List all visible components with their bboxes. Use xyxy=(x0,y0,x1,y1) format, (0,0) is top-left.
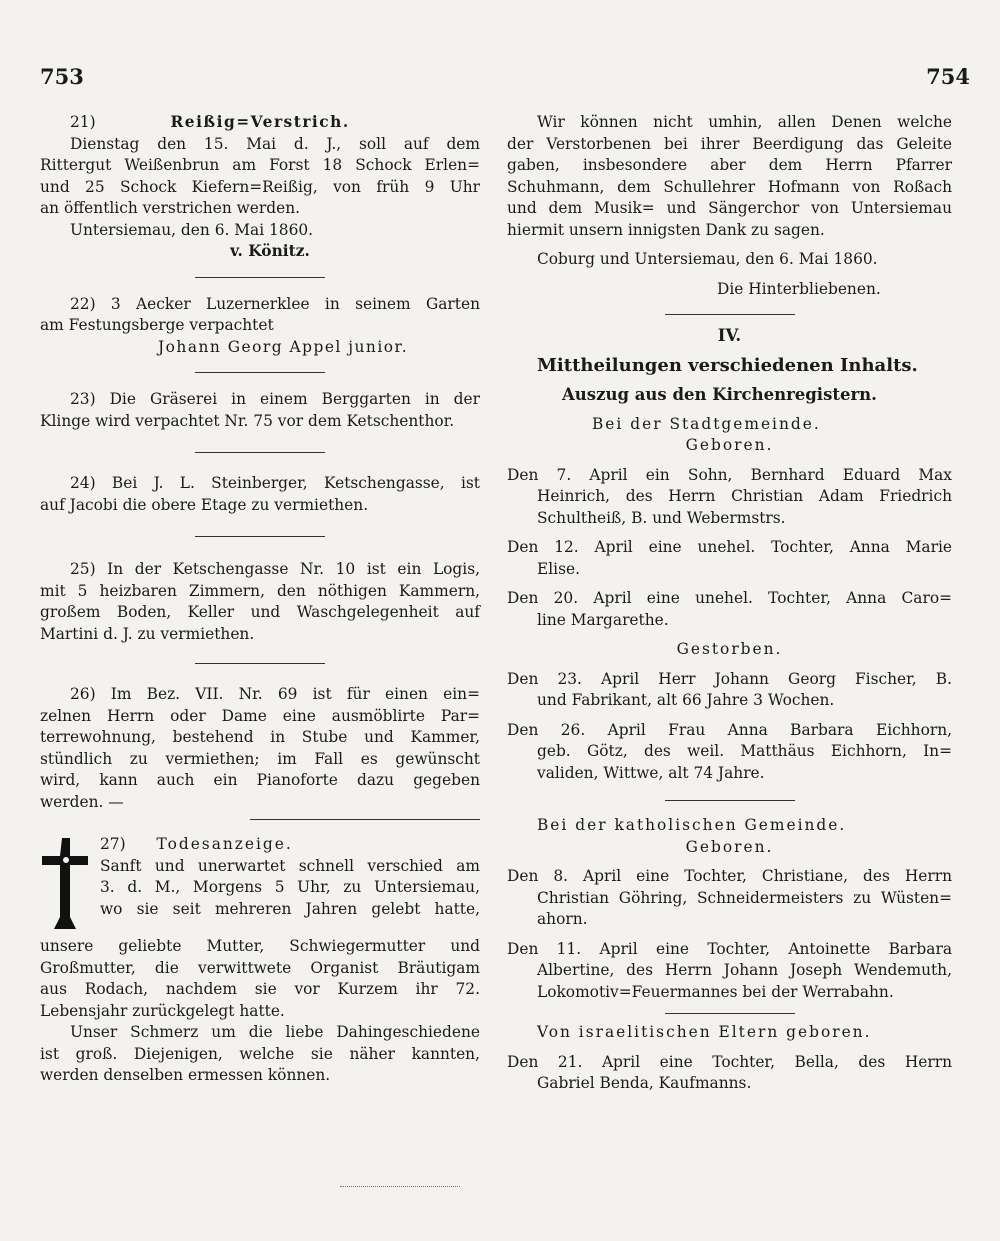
text-line: 25) In der Ketschengasse Nr. 10 ist ein Logis, xyxy=(70,560,480,578)
text-line: Unser Schmerz um die liebe Dahingeschiedene xyxy=(70,1023,480,1041)
text-line: Lebensjahr zurückgelegt hatte. xyxy=(40,1001,285,1020)
signature: v. Könitz. xyxy=(230,242,310,260)
subsection-heading: Bei der Stadtgemeinde. xyxy=(592,414,821,433)
text-line: stündlich zu vermiethen; im Fall es gewünscht xyxy=(40,749,480,768)
thanks-notice xyxy=(507,112,952,300)
text-line: 22) 3 Aecker Luzernerklee in seinem Garten xyxy=(70,294,480,313)
text-line: mit 5 heizbaren Zimmern, den nöthigen Kammern, xyxy=(40,581,480,600)
text-line: Klinge wird verpachtet Nr. 75 vor dem Ketschenthor. xyxy=(40,411,455,430)
text-line: Sanft und unerwartet schnell verschied am xyxy=(100,856,480,875)
notice-heading xyxy=(40,112,480,134)
subsection-heading: Bei der katholischen Gemeinde. xyxy=(537,816,847,834)
entry-line: Den 12. April eine unehel. Tochter, Anna Marie xyxy=(507,538,952,556)
text-line: ist groß. Diejenigen, welche sie näher kannten, xyxy=(40,1044,480,1063)
notice-number: 27) xyxy=(100,835,126,853)
text-line: zelnen Herrn oder Dame eine ausmöblirte Par= xyxy=(40,706,480,725)
entry-line: geb. Götz, des weil. Matthäus Eichhorn, In= xyxy=(537,742,952,760)
text-line: 3. d. M., Morgens 5 Uhr, zu Untersiemau, xyxy=(100,878,480,896)
entry-line: Heinrich, des Herrn Christian Adam Friedrich xyxy=(537,487,952,505)
text-line: wird, kann auch ein Pianoforte dazu gegeben xyxy=(40,771,480,789)
text-line: Rittergut Weißenbrun am Forst 18 Schock Erlen= xyxy=(40,156,480,174)
text-line: und dem Musik= und Sängerchor von Untersiemau xyxy=(507,199,952,217)
section-title: Mittheilungen verschiedenen Inhalts. xyxy=(537,354,918,376)
text-line: an öffentlich verstrichen werden. xyxy=(40,199,301,217)
text-line: großem Boden, Keller und Waschgelegenheit auf xyxy=(40,603,480,621)
signature: Johann Georg Appel junior. xyxy=(158,337,409,356)
left-column xyxy=(40,112,480,1087)
born-heading: Geboren. xyxy=(685,837,774,856)
entry-line: Den 23. April Herr Johann Georg Fischer, B. xyxy=(507,669,952,688)
notice-23 xyxy=(40,389,480,432)
text-line: Wir können nicht umhin, allen Denen welche xyxy=(537,113,952,131)
notice-22 xyxy=(40,294,480,359)
text-line: der Verstorbenen bei ihrer Beerdigung das Geleite xyxy=(507,134,952,153)
divider xyxy=(665,1013,795,1014)
text-line: gaben, insbesondere aber dem Herrn Pfarrer xyxy=(507,156,952,174)
notice-heading xyxy=(40,834,480,856)
page-number-right: 754 xyxy=(926,64,970,89)
stadt-section xyxy=(507,414,952,785)
divider xyxy=(665,800,795,801)
text-line: 24) Bei J. L. Steinberger, Ketschengasse, ist xyxy=(70,474,480,492)
entry-line: Lokomotiv=Feuermannes bei der Werrabahn. xyxy=(537,982,894,1001)
text-line: Großmutter, die verwittwete Organist Bräutigam xyxy=(40,958,480,977)
entry-line: Den 7. April ein Sohn, Bernhard Eduard Max xyxy=(507,465,952,484)
page-number-left: 753 xyxy=(40,64,84,89)
text-line: aus Rodach, nachdem sie vor Kurzem ihr 72. xyxy=(40,980,480,998)
entry-line: Den 20. April eine unehel. Tochter, Anna Caro= xyxy=(507,589,952,607)
entry-line: Den 8. April eine Tochter, Christiane, des Herrn xyxy=(507,867,952,885)
text-line: 23) Die Gräserei in einem Berggarten in der xyxy=(70,390,480,408)
text-line: und 25 Schock Kiefern=Reißig, von früh 9 Uhr xyxy=(40,177,480,196)
text-line: wo sie seit mehreren Jahren gelebt hatte, xyxy=(100,899,480,918)
born-heading: Geboren. xyxy=(685,436,774,454)
divider xyxy=(665,314,795,315)
section-number: IV. xyxy=(717,326,742,345)
entry-line: ahorn. xyxy=(537,910,588,928)
entry-line: Schultheiß, B. und Webermstrs. xyxy=(537,508,786,527)
entry-line: Albertine, des Herrn Johann Joseph Wendemuth, xyxy=(537,961,952,979)
divider xyxy=(195,277,325,278)
right-column xyxy=(507,112,952,1095)
entry-line: Gabriel Benda, Kaufmanns. xyxy=(537,1074,752,1092)
entry-line: validen, Wittwe, alt 74 Jahre. xyxy=(537,763,765,782)
text-line: werden denselben ermessen können. xyxy=(40,1066,331,1084)
page-footer-rule xyxy=(340,1186,460,1187)
notice-title: Todesanzeige. xyxy=(156,835,293,853)
entry-line: Christian Göhring, Schneidermeisters zu Wüsten= xyxy=(537,888,952,907)
isr-section xyxy=(507,1022,952,1095)
notice-27 xyxy=(40,834,480,1087)
text-line: am Festungsberge verpachtet xyxy=(40,316,274,334)
entry-line: Den 11. April eine Tochter, Antoinette Barbara xyxy=(507,939,952,958)
notice-number: 21) xyxy=(70,113,96,131)
text-line: werden. — xyxy=(40,792,124,811)
notice-25 xyxy=(40,559,480,645)
signature: Die Hinterbliebenen. xyxy=(717,279,881,298)
cross-icon xyxy=(40,836,92,936)
divider xyxy=(195,452,325,453)
subsection-heading: Von israelitischen Eltern geboren. xyxy=(537,1023,872,1041)
divider xyxy=(195,372,325,373)
notice-title: Reißig=Verstrich. xyxy=(170,113,350,131)
entry-line: Den 26. April Frau Anna Barbara Eichhorn, xyxy=(507,720,952,739)
text-line: Dienstag den 15. Mai d. J., soll auf dem xyxy=(70,134,480,153)
section-subtitle: Auszug aus den Kirchenregistern. xyxy=(562,385,877,404)
entry-line: line Margarethe. xyxy=(537,610,669,629)
entry-line: und Fabrikant, alt 66 Jahre 3 Wochen. xyxy=(537,691,835,709)
notice-21 xyxy=(40,112,480,263)
notice-26 xyxy=(40,684,480,813)
text-line: terrewohnung, bestehend in Stube und Kammer, xyxy=(40,728,480,746)
notice-24 xyxy=(40,473,480,516)
text-line: Schuhmann, dem Schullehrer Hofmann von Roßach xyxy=(507,177,952,196)
text-line: 26) Im Bez. VII. Nr. 69 ist für einen ein= xyxy=(70,685,480,703)
place-date: Untersiemau, den 6. Mai 1860. xyxy=(70,220,314,239)
text-line: unsere geliebte Mutter, Schwiegermutter und xyxy=(40,937,480,955)
text-line: Martini d. J. zu vermiethen. xyxy=(40,624,255,643)
divider xyxy=(195,536,325,537)
kath-section xyxy=(507,815,952,1003)
text-line: hiermit unsern innigsten Dank zu sagen. xyxy=(507,220,825,239)
died-heading: Gestorben. xyxy=(676,640,783,658)
entry-line: Den 21. April eine Tochter, Bella, des Herrn xyxy=(507,1052,952,1071)
place-date: Coburg und Untersiemau, den 6. Mai 1860. xyxy=(537,250,878,268)
text-line: auf Jacobi die obere Etage zu vermiethen. xyxy=(40,495,369,514)
divider xyxy=(195,663,325,664)
entry-line: Elise. xyxy=(537,559,580,578)
